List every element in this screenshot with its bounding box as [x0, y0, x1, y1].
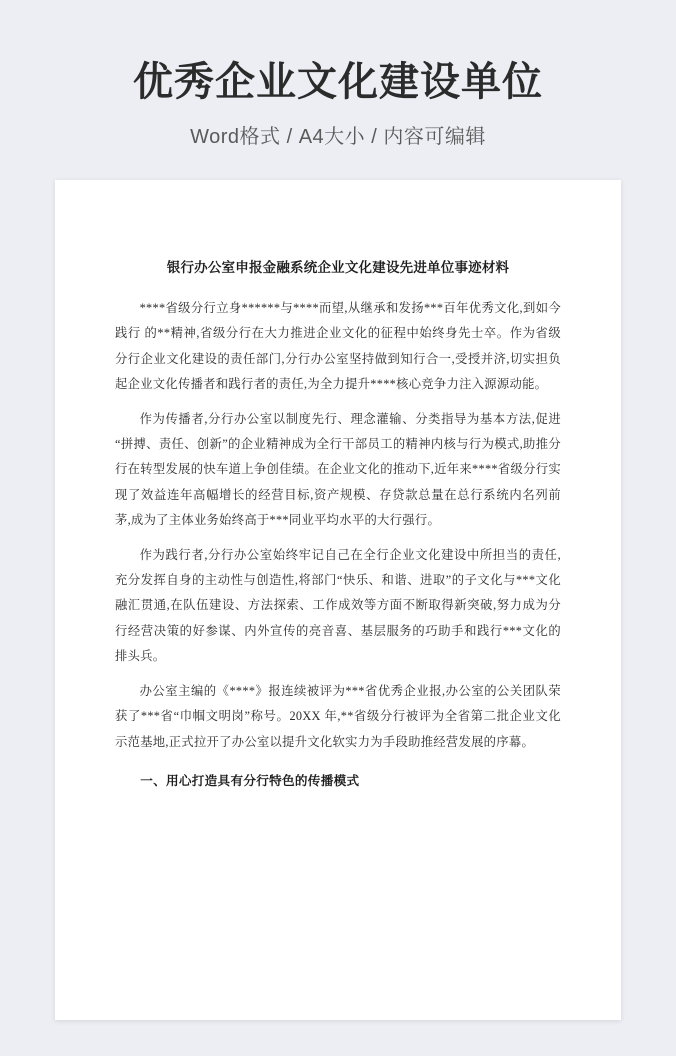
preview-header [0, 0, 676, 149]
document-paragraph: 作为传播者,分行办公室以制度先行、理念灌输、分类指导为基本方法,促进“拼搏、责任、创新”的企业精神成为全行干部员工的精神内核与行为模式,助推分行在转型发展的快车道上争创佳绩。在企业文化的推动下,近年来****省级分行实现了效益连年高幅增长的经营目标,资产规模、存贷款总量在总行系统内名列前茅,成为了主体业务始终高于***同业平均水平的大行强行。 [115, 412, 561, 527]
page-subtitle: Word格式 / A4大小 / 内容可编辑 [190, 126, 486, 148]
document-title: 银行办公室申报金融系统企业文化建设先进单位事迹材料 [166, 260, 510, 275]
document-preview-sheet[interactable] [55, 180, 621, 1020]
page-title: 优秀企业文化建设单位 [133, 60, 543, 104]
document-paragraph: 办公室主编的《****》报连续被评为***省优秀企业报,办公室的公关团队荣获了***省“巾帼文明岗”称号。20XX 年,**省级分行被评为全省第二批企业文化示范基地,正式拉开了办公室以提升文化软实力为手段助推经营发展的序幕。 [115, 684, 561, 749]
document-paragraph: 作为践行者,分行办公室始终牢记自己在全行企业文化建设中所担当的责任,充分发挥自身的主动性与创造性,将部门“快乐、和谐、进取”的子文化与***文化融汇贯通,在队伍建设、方法探索、工作成效等方面不断取得新突破,努力成为分行经营决策的好参谋、内外宣传的亮音喜、基层服务的巧助手和践行***文化的排头兵。 [115, 548, 561, 663]
document-section-heading: 一、用心打造具有分行特色的传播模式 [140, 773, 360, 788]
document-paragraph: ****省级分行立身******与****而望,从继承和发扬***百年优秀文化,到如今践行 的**精神,省级分行在大力推进企业文化的征程中始终身先士卒。作为省级分行企业文化建设的责任部门,分行办公室坚持做到知行合一,受授并济,切实担负起企业文化传播者和践行者的责任,为全力提升****核心竞争力注入源源动能。 [115, 301, 561, 391]
